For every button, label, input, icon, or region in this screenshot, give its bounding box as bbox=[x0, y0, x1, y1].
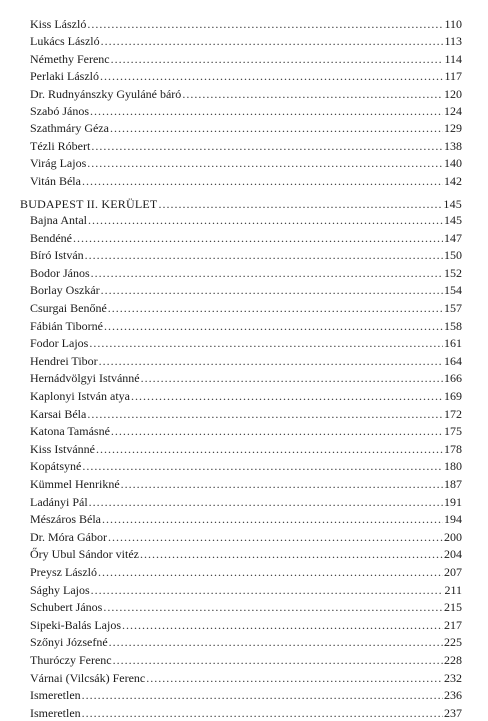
toc-entry bbox=[30, 406, 462, 422]
dot-leader bbox=[73, 230, 443, 246]
entry-name: Lukács László bbox=[30, 34, 100, 49]
entry-page-number: 228 bbox=[444, 653, 462, 667]
entry-name: Ladányi Pál bbox=[30, 494, 88, 509]
entry-name: Fábián Tiborné bbox=[30, 318, 104, 333]
entry-name: Thuróczy Ferenc bbox=[30, 653, 112, 667]
entry-name: Fodor Lajos bbox=[30, 336, 89, 351]
entry-page-number: 110 bbox=[444, 17, 462, 31]
entry-name: Sipeki-Balás Lajos bbox=[30, 617, 121, 632]
toc-entry bbox=[30, 670, 462, 686]
dot-leader bbox=[96, 441, 443, 457]
toc-entry bbox=[30, 494, 462, 510]
dot-leader bbox=[90, 103, 443, 119]
toc-entry bbox=[30, 300, 462, 316]
entry-name: Várnai (Vilcsák) Ferenc bbox=[30, 670, 146, 685]
dot-leader bbox=[121, 476, 443, 492]
dot-leader bbox=[91, 582, 443, 598]
entry-name: Szathmáry Géza bbox=[30, 121, 109, 136]
toc-entry bbox=[30, 582, 462, 598]
entry-page-number: 124 bbox=[444, 104, 462, 118]
dot-leader bbox=[104, 318, 443, 334]
entry-name: Dr. Móra Gábor bbox=[30, 529, 107, 544]
dot-leader bbox=[122, 617, 443, 633]
dot-leader bbox=[89, 335, 443, 351]
entry-name: Preysz László bbox=[30, 565, 97, 579]
entry-page-number: 147 bbox=[444, 230, 462, 245]
entry-page-number: 113 bbox=[444, 34, 462, 49]
entry-page-number: 237 bbox=[444, 705, 462, 720]
entry-page-number: 158 bbox=[444, 318, 462, 333]
dot-leader bbox=[82, 458, 443, 474]
toc-entry bbox=[30, 120, 462, 136]
entry-page-number: 166 bbox=[444, 371, 462, 386]
entry-name: Bendéné bbox=[30, 230, 72, 245]
toc-entry bbox=[30, 546, 462, 562]
dot-leader bbox=[100, 68, 443, 84]
entry-page-number: 142 bbox=[444, 173, 462, 188]
dot-leader bbox=[82, 173, 443, 189]
toc-entry bbox=[30, 599, 462, 615]
entry-name: Vitán Béla bbox=[30, 173, 81, 188]
entry-name: Schubert János bbox=[30, 600, 103, 615]
entry-name: Katona Tamásné bbox=[30, 424, 110, 439]
entry-name: Dr. Rudnyánszky Gyuláné báró bbox=[30, 86, 182, 101]
entry-page-number: 140 bbox=[444, 156, 462, 171]
dot-leader bbox=[103, 599, 443, 615]
entry-page-number: 154 bbox=[444, 283, 462, 298]
entry-name: Bodor János bbox=[30, 265, 90, 280]
section-title: BUDAPEST II. KERÜLET bbox=[20, 197, 158, 211]
entry-page-number: 175 bbox=[444, 424, 462, 439]
dot-leader bbox=[91, 138, 443, 154]
entry-page-number: 215 bbox=[444, 600, 462, 615]
toc-entry bbox=[30, 138, 462, 154]
dot-leader bbox=[182, 86, 443, 102]
entry-name: Szabó János bbox=[30, 104, 89, 118]
entry-name: Kiss László bbox=[30, 17, 87, 31]
entry-page-number: 217 bbox=[444, 617, 462, 632]
dot-leader bbox=[111, 423, 443, 439]
entry-page-number: 150 bbox=[444, 248, 462, 263]
dot-leader bbox=[87, 155, 443, 171]
toc-entry bbox=[30, 441, 462, 457]
entry-name: Ismeretlen bbox=[30, 705, 81, 720]
toc-entry bbox=[30, 155, 462, 171]
dot-leader bbox=[111, 51, 443, 67]
dot-leader bbox=[98, 564, 443, 580]
toc-entry bbox=[30, 476, 462, 492]
toc-entry bbox=[30, 370, 462, 386]
entry-name: Kümmel Henrikné bbox=[30, 477, 120, 491]
toc-entry bbox=[30, 529, 462, 545]
entry-name: Kopátsyné bbox=[30, 459, 82, 474]
entry-page-number: 152 bbox=[444, 265, 462, 280]
dot-leader bbox=[82, 705, 443, 721]
dot-leader bbox=[102, 511, 443, 527]
entry-name: Kiss Istvánné bbox=[30, 441, 95, 456]
entry-name: Hernádvölgyi Istvánné bbox=[30, 371, 140, 386]
entry-page-number: 211 bbox=[444, 582, 462, 597]
entry-name: Bíró István bbox=[30, 248, 84, 263]
toc-entry bbox=[30, 318, 462, 334]
entry-name: Sághy Lajos bbox=[30, 582, 90, 597]
dot-leader bbox=[108, 300, 443, 316]
entry-name: Csurgai Benőné bbox=[30, 301, 107, 315]
toc-entry bbox=[30, 617, 462, 633]
dot-leader bbox=[89, 494, 443, 510]
toc-entry bbox=[30, 265, 462, 281]
toc-entry bbox=[30, 458, 462, 474]
entry-page-number: 204 bbox=[444, 547, 462, 562]
toc-entry bbox=[30, 353, 462, 369]
toc-entry bbox=[30, 282, 462, 298]
toc-entry bbox=[30, 68, 462, 84]
entry-name: Tézli Róbert bbox=[30, 138, 91, 153]
dot-leader bbox=[87, 16, 443, 32]
entry-page-number: 200 bbox=[444, 529, 462, 544]
dot-leader bbox=[87, 406, 443, 422]
dot-leader bbox=[101, 33, 443, 49]
dot-leader bbox=[158, 196, 442, 212]
entry-page-number: 178 bbox=[444, 441, 462, 456]
dot-leader bbox=[91, 265, 443, 281]
toc-entry bbox=[30, 51, 462, 67]
dot-leader bbox=[108, 529, 443, 545]
dot-leader bbox=[101, 282, 443, 298]
toc-entry bbox=[30, 33, 462, 49]
toc-entry bbox=[30, 16, 462, 32]
toc-entry bbox=[30, 687, 462, 703]
dot-leader bbox=[85, 247, 443, 263]
entry-page-number: 114 bbox=[444, 51, 462, 66]
entry-name: Ismeretlen bbox=[30, 688, 81, 703]
toc-entry bbox=[30, 212, 462, 228]
entry-page-number: 129 bbox=[444, 121, 462, 136]
entry-page-number: 145 bbox=[444, 213, 462, 227]
toc-entry bbox=[30, 247, 462, 263]
entry-name: Némethy Ferenc bbox=[30, 51, 110, 66]
toc-entry bbox=[30, 86, 462, 102]
entry-name: Virág Lajos bbox=[30, 156, 87, 171]
toc-entry bbox=[30, 564, 462, 580]
entry-name: Perlaki László bbox=[30, 69, 99, 84]
section-heading bbox=[20, 196, 462, 212]
entry-page-number: 161 bbox=[444, 336, 462, 351]
toc-entry bbox=[30, 705, 462, 721]
entry-page-number: 187 bbox=[444, 477, 462, 491]
toc-entry bbox=[30, 652, 462, 668]
dot-leader bbox=[140, 546, 443, 562]
dot-leader bbox=[113, 652, 443, 668]
toc-entry bbox=[30, 388, 462, 404]
entry-page-number: 169 bbox=[444, 389, 462, 403]
toc-entry bbox=[30, 511, 462, 527]
entry-page-number: 191 bbox=[444, 494, 462, 509]
entry-page-number: 207 bbox=[444, 565, 462, 579]
toc-entry bbox=[30, 423, 462, 439]
dot-leader bbox=[88, 212, 443, 228]
entry-page-number: 120 bbox=[444, 86, 462, 101]
entry-page-number: 138 bbox=[444, 138, 462, 153]
dot-leader bbox=[82, 687, 443, 703]
entry-name: Borlay Oszkár bbox=[30, 283, 100, 298]
dot-leader bbox=[109, 634, 443, 650]
dot-leader bbox=[110, 120, 443, 136]
dot-leader bbox=[146, 670, 443, 686]
entry-name: Kaplonyi István atya bbox=[30, 389, 130, 403]
entry-name: Szőnyi Józsefné bbox=[30, 635, 108, 650]
dot-leader bbox=[131, 388, 443, 404]
toc-entry bbox=[30, 173, 462, 189]
entry-name: Karsai Béla bbox=[30, 406, 87, 421]
entry-page-number: 180 bbox=[444, 459, 462, 474]
dot-leader bbox=[99, 353, 443, 369]
entry-name: Hendrei Tibor bbox=[30, 353, 98, 368]
entry-page-number: 164 bbox=[444, 353, 462, 368]
entry-page-number: 117 bbox=[444, 69, 462, 84]
dot-leader bbox=[141, 370, 443, 386]
entry-name: Mészáros Béla bbox=[30, 512, 101, 527]
entry-page-number: 225 bbox=[444, 635, 462, 650]
toc-entry bbox=[30, 634, 462, 650]
entry-name: Őry Ubul Sándor vitéz bbox=[30, 547, 139, 562]
entry-page-number: 172 bbox=[444, 406, 462, 421]
toc-entry bbox=[30, 103, 462, 119]
entry-page-number: 194 bbox=[444, 512, 462, 527]
entry-name: Bajna Antal bbox=[30, 213, 87, 227]
toc-entry bbox=[30, 230, 462, 246]
entry-page-number: 157 bbox=[444, 301, 462, 315]
section-page-number: 145 bbox=[443, 197, 462, 211]
toc-entry bbox=[30, 335, 462, 351]
entry-page-number: 232 bbox=[444, 670, 462, 685]
entry-page-number: 236 bbox=[444, 688, 462, 703]
